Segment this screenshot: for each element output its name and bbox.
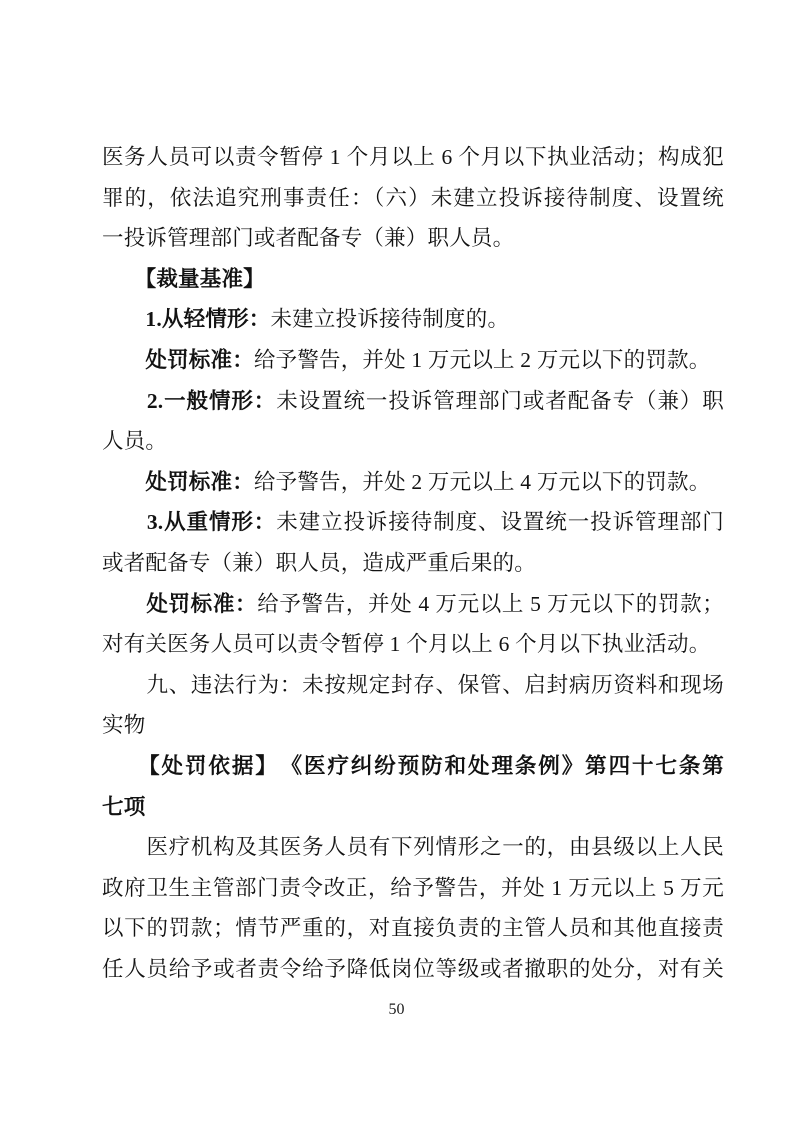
text-line [102,908,724,949]
text-run: 给予警告，并处 1 万元以上 2 万元以下的罚款。 [253,347,711,372]
bold-text-run: 【裁量基准】 [145,266,265,291]
text-line [102,299,724,340]
bold-text-run: 处罚标准： [146,591,258,616]
text-run [102,307,145,331]
text-run [102,592,146,616]
text-run: 对有关医务人员可以责令暂停 1 个月以上 6 个月以下执业活动。 [102,632,711,657]
bold-text-run: 处罚标准： [145,347,254,372]
text-run [102,267,145,291]
text-line [102,381,724,422]
text-line [102,746,724,787]
text-run [102,470,145,494]
bold-text-run: 3.从重情形： [146,510,277,535]
text-line [102,259,724,300]
text-run: 罪的，依法追究刑事责任：（六）未建立投诉接待制度、设置统 [102,185,724,210]
page-number: 50 [388,1001,405,1018]
text-run [102,510,147,534]
bold-text-run: 2.一般情形： [146,388,277,413]
text-run: 以下的罚款；情节严重的，对直接负责的主管人员和其他直接责 [102,916,724,941]
text-line [102,340,724,381]
text-line [102,665,724,706]
text-line [102,543,724,584]
text-line [102,584,724,625]
text-run: 给予警告，并处 4 万元以上 5 万元以下的罚款； [257,591,724,616]
text-line [102,787,724,828]
bold-text-run: 1.从轻情形： [145,307,271,332]
bold-text-run: 七项 [102,794,146,819]
text-run: 未设置统一投诉管理部门或者配备专（兼）职 [276,388,724,413]
text-run: 九、违法行为：未按规定封存、保管、启封病历资料和现场 [102,672,724,697]
text-line [102,827,724,868]
bold-text-run: 【处罚依据】 《医疗纠纷预防和处理条例》第四十七条第 [148,753,724,778]
text-line [102,502,724,543]
text-line [102,868,724,909]
document-body [102,137,724,989]
text-run: 人员。 [102,429,168,454]
text-run [102,389,147,413]
text-line [102,705,724,746]
text-run: 医疗机构及其医务人员有下列情形之一的，由县级以上人民 [102,835,724,860]
bold-text-run: 处罚标准： [145,469,254,494]
text-run: 任人员给予或者责令给予降低岗位等级或者撤职的处分，对有关 [102,956,724,981]
text-run: 未建立投诉接待制度、设置统一投诉管理部门 [276,510,724,535]
text-line [102,624,724,665]
text-line [102,178,724,219]
text-run: 未建立投诉接待制度的。 [270,307,510,332]
text-line [102,421,724,462]
text-line [102,462,724,503]
text-run: 医务人员可以责令暂停 1 个月以上 6 个月以下执业活动；构成犯 [102,145,724,169]
text-run: 政府卫生主管部门责令改正，给予警告，并处 1 万元以上 5 万元 [102,875,724,900]
text-run: 实物 [102,713,146,738]
text-line [102,137,724,178]
text-line [102,218,724,259]
text-run [102,754,149,778]
text-run: 一投诉管理部门或者配备专（兼）职人员。 [102,226,515,251]
text-run: 或者配备专（兼）职人员，造成严重后果的。 [102,550,537,575]
text-line [102,949,724,990]
text-run: 给予警告，并处 2 万元以上 4 万元以下的罚款。 [253,469,711,494]
text-run [102,348,145,372]
